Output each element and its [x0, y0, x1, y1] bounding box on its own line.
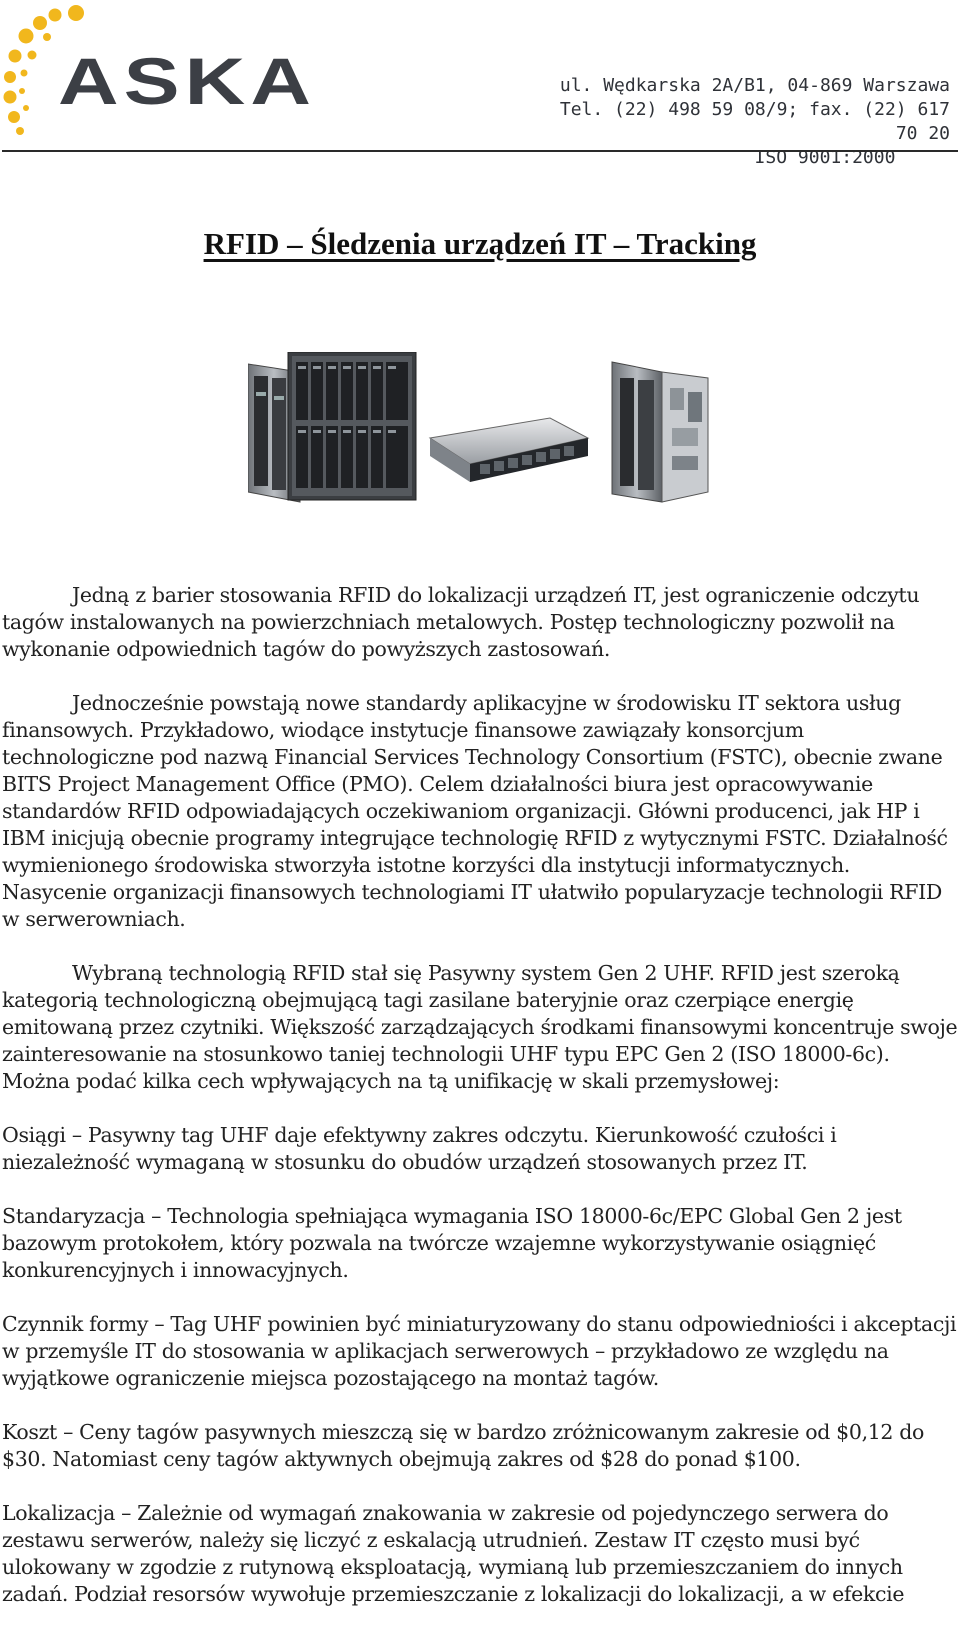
- document-body: [2, 582, 958, 1635]
- paragraph-rfid-barriers: Jedną z barier stosowania RFID do lokalizacji urządzeń IT, jest ograniczenie odczytu tagów instalowanych na powierzchniach metalowych. Postęp technologiczny pozwolił na wykonanie odpowiednich tagów do powyższych zastosowań.: [2, 583, 920, 661]
- header-divider: [2, 150, 958, 152]
- address-phone-fax: Tel. (22) 498 59 08/9; fax. (22) 617 70 20: [559, 99, 950, 144]
- aska-logo-graphic: [0, 0, 330, 140]
- paragraph-performance: Osiągi – Pasywny tag UHF daje efektywny zakres odczytu. Kierunkowość czułości i niezależność wymaganą w stosunku do obudów urządzeń stosowanych przez IT.: [2, 1123, 837, 1174]
- address-street: ul. Wędkarska 2A/B1, 04-869 Warszawa: [559, 75, 950, 96]
- company-logo: [0, 0, 330, 140]
- server-hardware-illustration: [248, 352, 738, 522]
- logo-text: ASKA: [58, 44, 316, 118]
- paragraph-gen2-uhf: Wybraną technologią RFID stał się Pasywny system Gen 2 UHF. RFID jest szeroką kategorią technologiczną obejmującą tagi zasilane bateryjnie oraz czerpiące energię emitowaną przez czytniki. Większość zarządzających środkami finansowymi koncentruje swoje zainteresowanie na stosunkowo taniej technologii UHF typu EPC Gen 2 (ISO 18000-6c). Można podać kilka cech wpływających na tą unifikację w skali przemysłowej:: [2, 961, 958, 1093]
- paragraph-cost: Koszt – Ceny tagów pasywnych mieszczą się w bardzo zróżnicowanym zakresie od $0,12 do $30. Natomiast ceny tagów aktywnych obejmują zakres od $28 do ponad $100.: [2, 1420, 925, 1471]
- paragraph-standards: Jednocześnie powstają nowe standardy aplikacyjne w środowisku IT sektora usług finansowych. Przykładowo, wiodące instytucje finansowe zawiązały konsorcjum technologiczne pod nazwą Financial Services Technology Consortium (FSTC), obecnie zwane BITS Project Management Office (PMO). Celem działalności biura jest opracowywanie standardów RFID odpowiadających oczekiwaniom organizacji. Główni producenci, jak HP i IBM inicjują obecnie programy integrujące technologię RFID z wytycznymi FSTC. Działalność wymienionego środowiska stworzyła istotne korzyści dla instytucji informatycznych. Nasycenie organizacji finansowych technologiami IT ułatwiło popularyzacje technologii RFID w serwerowniach.: [2, 691, 948, 931]
- letterhead: [0, 0, 960, 168]
- blade-server-right: [612, 362, 708, 502]
- rack-server: [430, 418, 588, 482]
- paragraph-form-factor: Czynnik formy – Tag UHF powinien być miniaturyzowany do stanu odpowiedniości i akceptacji w przemyśle IT do stosowania w aplikacjach serwerowych – przykładowo ze względu na wyjątkowe ograniczenie miejsca pozostającego na montaż tagów.: [2, 1312, 957, 1390]
- document-title: RFID – Śledzenia urządzeń IT – Tracking: [203, 226, 757, 261]
- iso-certification: ISO 9001:2000: [754, 147, 896, 168]
- company-address: [530, 74, 950, 170]
- paragraph-localization: Lokalizacja – Zależnie od wymagań znakowania w zakresie od pojedynczego serwera do zestawu serwerów, należy się liczyć z eskalacją utrudnień. Zestaw IT często musi być ulokowany w zgodzie z rutynową eksploatacją, wymianą lub przemieszczaniem do innych zadań. Podział resorsów wywołuje przemieszczanie z lokalizacji do lokalizacji, a w efekcie: [2, 1501, 905, 1606]
- paragraph-standardization: Standaryzacja – Technologia spełniająca wymagania ISO 18000-6c/EPC Global Gen 2 jest bazowym protokołem, który pozwala na twórcze wzajemne wykorzystywanie osiągnięć konkurencyjnych i innowacyjnych.: [2, 1204, 902, 1282]
- servers-image: [248, 352, 738, 522]
- blade-chassis: [288, 352, 416, 500]
